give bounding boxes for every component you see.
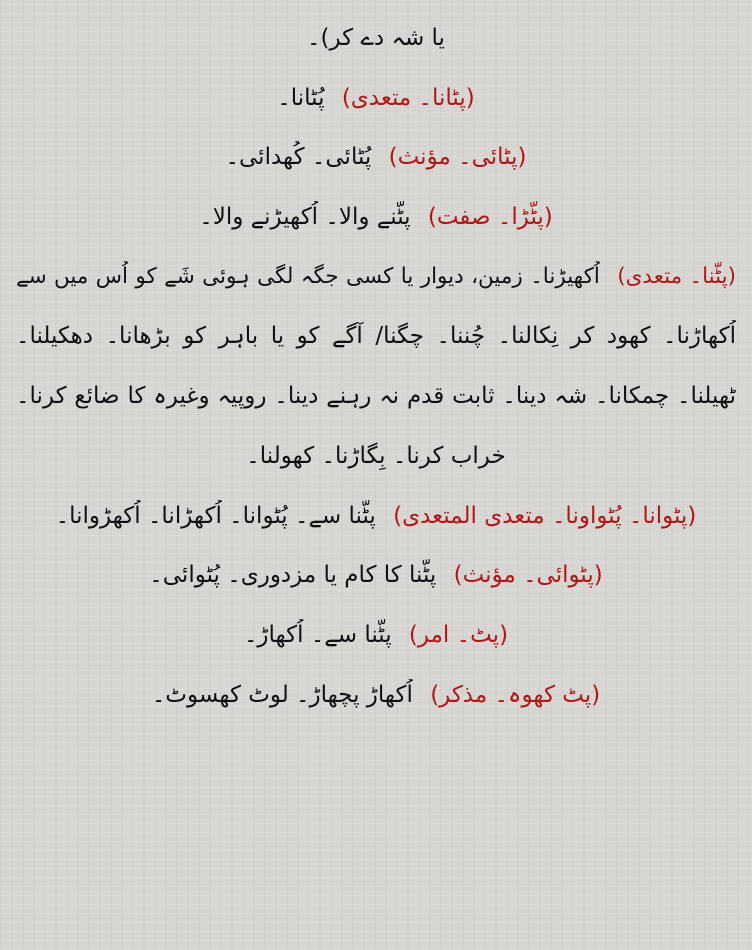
text-line-10 [16, 559, 736, 591]
headword-term: (پٹ کھوہ۔ مذکر) [430, 681, 601, 708]
text-line-9 [16, 500, 736, 532]
definition-text: پٹّنا سے۔ پُٹوانا۔ اُکھڑانا۔ اُکھڑوانا۔ [55, 502, 376, 529]
definition-text: پٹّنے والا۔ اُکھیڑنے والا۔ [199, 204, 411, 231]
text-line-1 [16, 22, 736, 54]
definition-text: اُکھاڑنا۔ کھود کر نِکالنا۔ چُننا۔ چگنا/ آگے کو یا باہر کو بڑھانا۔ دھکیلنا۔ [16, 323, 736, 350]
headword-term: (پٹّڑا۔ صفت) [427, 204, 553, 231]
text-line-6 [16, 320, 736, 352]
definition-text: پُٹانا۔ [277, 84, 325, 111]
text-line-5 [16, 261, 736, 293]
definition-text: پُٹائی۔ کُھدائی۔ [225, 144, 372, 171]
headword-term: (پٹ۔ امر) [408, 621, 509, 648]
headword-term: (پٹائی۔ مؤنث) [388, 144, 527, 171]
text-line-3 [16, 141, 736, 173]
definition-text: اُکھاڑ پچھاڑ۔ لوٹ کھسوٹ۔ [151, 681, 413, 708]
definition-text: یا شہ دے کر)۔ [307, 25, 445, 51]
headword-term: (پٹّنا۔ متعدی) [617, 263, 736, 289]
headword-term: (پٹوانا۔ پُٹواونا۔ متعدی المتعدی) [393, 502, 697, 529]
definition-text: اُکھیڑنا۔ زمین، دیوار یا کسی جگہ لگی ہوئی شَے کو اُس میں سے [16, 263, 600, 289]
entry-lines [16, 22, 736, 711]
text-line-7 [16, 380, 736, 412]
text-line-11 [16, 619, 736, 651]
headword-term: (پٹانا۔ متعدی) [341, 84, 475, 111]
definition-text: ٹھیلنا۔ چمکانا۔ شہ دینا۔ ثابت قدم نہ رہنے دینا۔ روپیہ وغیرہ کا ضائع کرنا۔ [16, 383, 736, 410]
definition-text: خراب کرنا۔ بِگاڑنا۔ کھولنا۔ [246, 442, 506, 469]
text-line-2 [16, 82, 736, 114]
text-line-12 [16, 679, 736, 711]
text-line-4 [16, 201, 736, 233]
definition-text: پٹّنا کا کام یا مزدوری۔ پُٹوائی۔ [149, 562, 437, 589]
definition-text: پٹّنا سے۔ اُکھاڑ۔ [243, 621, 392, 648]
text-line-8 [16, 440, 736, 472]
headword-term: (پٹوائی۔ مؤنث) [453, 562, 603, 589]
